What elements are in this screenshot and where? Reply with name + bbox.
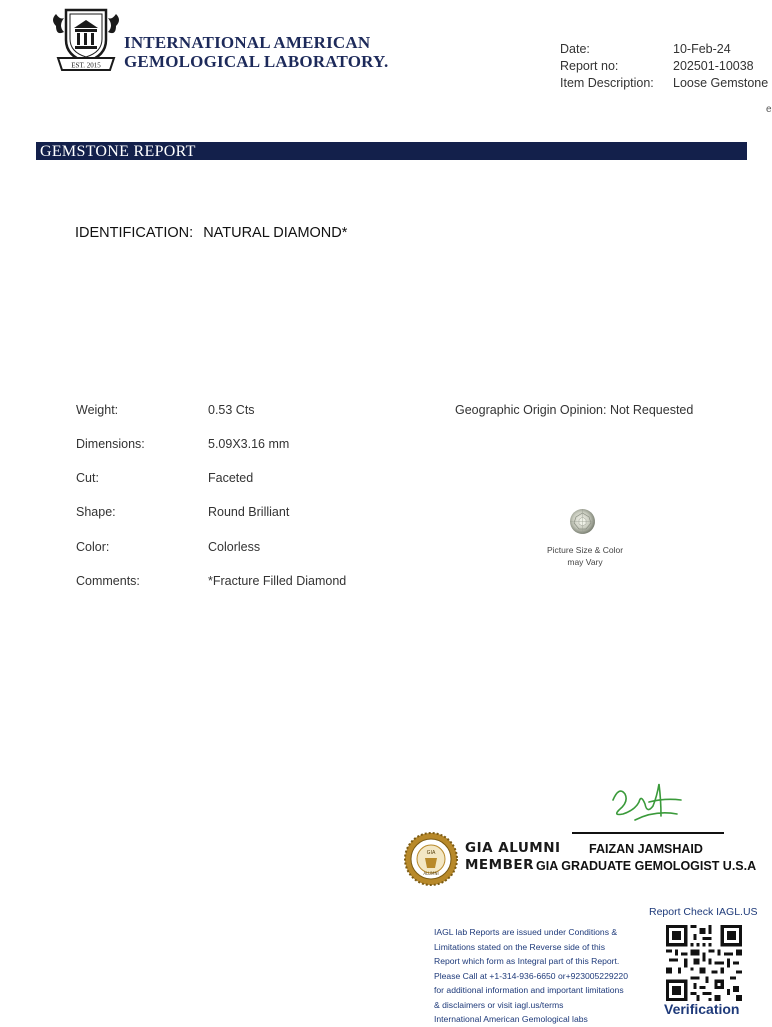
meta-label: Report no:: [560, 59, 619, 73]
identification: [75, 225, 347, 241]
field-value-color: Colorless: [208, 540, 261, 554]
disclaimer-line: Please Call at +1-314-936-6650 or+923005229220: [434, 970, 628, 981]
report-meta: [560, 41, 768, 92]
meta-value: Loose Gemstone: [673, 76, 769, 90]
identification-value: NATURAL DIAMOND*: [203, 225, 348, 241]
disclaimer-line: Limitations stated on the Reverse side of this: [434, 941, 606, 952]
organization-name: [124, 33, 388, 71]
disclaimer: [434, 925, 664, 1027]
seal-top-text: GIA: [426, 850, 436, 856]
field-label-weight: Weight:: [76, 403, 119, 417]
meta-row-report-no: [560, 58, 768, 75]
org-name-line1: INTERNATIONAL AMERICAN: [124, 33, 371, 52]
meta-row-item-description: [560, 75, 768, 92]
field-value-weight: 0.53 Cts: [208, 403, 255, 417]
field-label-dimensions: Dimensions:: [76, 437, 145, 451]
field-label-cut: Cut:: [76, 471, 99, 485]
logo-est-text: EST. 2015: [71, 61, 101, 70]
meta-value: 202501-10038: [673, 59, 754, 73]
signature-line: [572, 832, 724, 834]
edge-mark: e: [766, 104, 772, 115]
gemstone-image: [569, 508, 596, 535]
org-name-line2: GEMOLOGICAL LABORATORY.: [124, 52, 389, 71]
origin-opinion: Geographic Origin Opinion: Not Requested: [455, 403, 694, 417]
caption-line1: Picture Size & Color: [546, 545, 624, 555]
field-value-dimensions: 5.09X3.16 mm: [208, 437, 290, 451]
field-label-color: Color:: [76, 540, 110, 554]
field-value-shape: Round Brilliant: [208, 505, 290, 519]
disclaimer-line: Report which form as Integral part of this Report.: [434, 956, 620, 966]
verification-label[interactable]: Verification: [664, 1001, 740, 1017]
disclaimer-line: & disclaimers or visit iagl.us/terms: [434, 999, 564, 1010]
meta-value: 10-Feb-24: [673, 42, 731, 56]
field-label-shape: Shape:: [76, 505, 116, 519]
image-caption: [530, 544, 640, 568]
disclaimer-line: for additional information and important limitations: [434, 985, 624, 995]
disclaimer-line: IAGL lab Reports are issued under Conditions &: [434, 927, 618, 937]
seal-bottom-text: ALUMNI: [423, 871, 439, 876]
field-label-comments: Comments:: [76, 574, 140, 588]
report-title: GEMSTONE REPORT: [40, 143, 196, 160]
field-value-comments: *Fracture Filled Diamond: [208, 574, 347, 588]
qr-code[interactable]: [666, 925, 742, 1001]
meta-row-date: [560, 41, 768, 58]
gia-alumni-seal: [404, 832, 458, 886]
lab-logo: [48, 6, 124, 74]
badge-line2: MEMBER: [465, 857, 534, 873]
identification-label: IDENTIFICATION:: [75, 225, 194, 241]
badge-line1: GIA ALUMNI: [465, 840, 561, 856]
signer-title: GIA GRADUATE GEMOLOGIST U.S.A: [536, 859, 757, 873]
meta-label: Item Description:: [560, 76, 654, 90]
gia-alumni-label: [465, 840, 561, 874]
signature-graphic: [605, 780, 685, 830]
disclaimer-line: International American Gemological labs: [434, 1014, 588, 1024]
signer-name: FAIZAN JAMSHAID: [589, 842, 703, 856]
field-value-cut: Faceted: [208, 471, 254, 485]
report-check-link[interactable]: Report Check IAGL.US: [649, 906, 758, 918]
caption-line2: may Vary: [567, 557, 603, 567]
meta-label: Date:: [560, 42, 590, 56]
